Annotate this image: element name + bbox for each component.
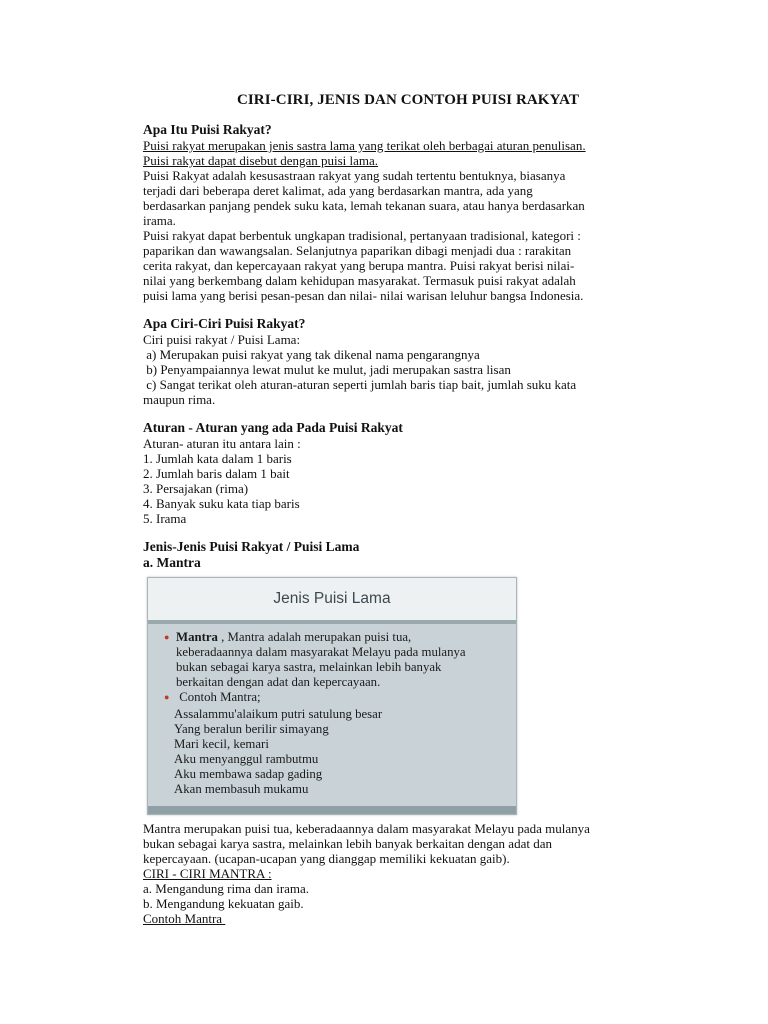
poem-line: Assalammu'alaikum putri satulung besar bbox=[174, 707, 383, 721]
definition-line-2: Puisi rakyat dapat disebut dengan puisi lama. bbox=[143, 153, 379, 168]
bullet-dot-icon: ● bbox=[164, 692, 170, 702]
list-item: 2. Jumlah baris dalam 1 bait bbox=[143, 466, 290, 481]
aturan-list bbox=[143, 451, 673, 526]
poem-line: Mari kecil, kemari bbox=[174, 737, 269, 751]
bullet-dot-icon: ● bbox=[164, 632, 170, 642]
list-item: 5. Irama bbox=[143, 511, 187, 526]
slide-bullet-mantra bbox=[164, 630, 502, 690]
slide-title: Jenis Puisi Lama bbox=[148, 578, 516, 624]
section-heading-ciri-ciri: Apa Ciri-Ciri Puisi Rakyat? bbox=[143, 316, 306, 331]
ciri-item: maupun rima. bbox=[143, 392, 216, 407]
ciri-item: c) Sangat terikat oleh aturan-aturan seperti jumlah baris tiap bait, jumlah suku kata bbox=[143, 377, 577, 392]
slide-poem bbox=[164, 707, 502, 797]
poem-line: Akan membasuh mukamu bbox=[174, 782, 309, 796]
ciri-intro: Ciri puisi rakyat / Puisi Lama: bbox=[143, 332, 301, 347]
list-item: 4. Banyak suku kata tiap baris bbox=[143, 496, 300, 511]
poem-line: Aku membawa sadap gading bbox=[174, 767, 323, 781]
paragraph-line: Puisi Rakyat adalah kesusastraan rakyat yang sudah tertentu bentuknya, biasanya bbox=[143, 168, 566, 183]
slide-bullet-contoh bbox=[164, 690, 502, 705]
slide-footer-bar bbox=[148, 806, 516, 814]
paragraph-line: Mantra merupakan puisi tua, keberadaannya dalam masyarakat Melayu pada mulanya bbox=[143, 821, 590, 836]
ciri-list bbox=[143, 332, 673, 407]
paragraph-line: paparikan dan wawangsalan. Selanjutnya paparikan dibagi menjadi dua : rarakitan bbox=[143, 243, 572, 258]
paragraph-line: berdasarkan panjang pendek suku kata, lemah tekanan suara, atau hanya berdasarkan bbox=[143, 198, 585, 213]
slide-body bbox=[148, 624, 516, 797]
document-title: CIRI-CIRI, JENIS DAN CONTOH PUISI RAKYAT bbox=[236, 92, 580, 108]
paragraph-2 bbox=[143, 228, 673, 303]
document-page bbox=[143, 92, 673, 926]
paragraph-line: puisi lama yang berisi pesan-pesan dan nilai- nilai warisan leluhur bangsa Indonesia. bbox=[143, 288, 584, 303]
paragraph-1 bbox=[143, 168, 673, 228]
list-item: 1. Jumlah kata dalam 1 baris bbox=[143, 451, 292, 466]
section-heading-apa-itu: Apa Itu Puisi Rakyat? bbox=[143, 122, 272, 137]
section-heading-aturan: Aturan - Aturan yang ada Pada Puisi Rakyat bbox=[143, 420, 403, 435]
contoh-mantra-heading: Contoh Mantra bbox=[143, 911, 226, 926]
aturan-intro: Aturan- aturan itu antara lain : bbox=[143, 436, 301, 451]
ciri-item: a) Merupakan puisi rakyat yang tak dikenal nama pengarangnya bbox=[143, 347, 480, 362]
slide-line: keberadaannya dalam masyarakat Melayu pada mulanya bbox=[176, 645, 466, 659]
ciri-mantra-heading: CIRI - CIRI MANTRA : bbox=[143, 866, 272, 881]
slide-contoh-label: Contoh Mantra; bbox=[176, 690, 261, 704]
poem-line: Aku menyanggul rambutmu bbox=[174, 752, 319, 766]
poem-line: Yang beralun berilir simayang bbox=[174, 722, 329, 736]
list-item: 3. Persajakan (rima) bbox=[143, 481, 249, 496]
definition-underlined bbox=[143, 138, 673, 168]
ciri-item: b) Penyampaiannya lewat mulut ke mulut, jadi merupakan sastra lisan bbox=[143, 362, 511, 377]
paragraph-line: kepercayaan. (ucapan-ucapan yang dianggap memiliki kekuatan gaib). bbox=[143, 851, 510, 866]
section-heading-jenis: Jenis-Jenis Puisi Rakyat / Puisi Lama bbox=[143, 539, 360, 554]
ciri-mantra-item: b. Mengandung kekuatan gaib. bbox=[143, 896, 304, 911]
slide-line: bukan sebagai karya sastra, melainkan lebih banyak bbox=[176, 660, 442, 674]
subheading-mantra: a. Mantra bbox=[143, 555, 201, 570]
paragraph-line: nilai yang berkembang dalam kehidupan masyarakat. Termasuk puisi rakyat adalah bbox=[143, 273, 576, 288]
ciri-mantra-item: a. Mengandung rima dan irama. bbox=[143, 881, 310, 896]
paragraph-line: cerita rakyat, dan kepercayaan rakyat yang berupa mantra. Puisi rakyat berisi nilai- bbox=[143, 258, 575, 273]
slide-bold-term: Mantra bbox=[176, 630, 218, 644]
paragraph-line: irama. bbox=[143, 213, 176, 228]
mantra-description bbox=[143, 821, 673, 926]
paragraph-line: Puisi rakyat dapat berbentuk ungkapan tradisional, pertanyaan tradisional, kategori : bbox=[143, 228, 581, 243]
paragraph-line: terjadi dari beberapa deret kalimat, ada yang berdasarkan mantra, ada yang bbox=[143, 183, 533, 198]
slide-line: berkaitan dengan adat dan kepercayaan. bbox=[176, 675, 381, 689]
paragraph-line: bukan sebagai karya sastra, melainkan lebih banyak berkaitan dengan adat dan bbox=[143, 836, 552, 851]
slide-image-jenis-puisi-lama bbox=[147, 577, 517, 815]
slide-line: , Mantra adalah merupakan puisi tua, bbox=[217, 630, 412, 644]
definition-line-1: Puisi rakyat merupakan jenis sastra lama yang terikat oleh berbagai aturan penulisan. bbox=[143, 138, 586, 153]
